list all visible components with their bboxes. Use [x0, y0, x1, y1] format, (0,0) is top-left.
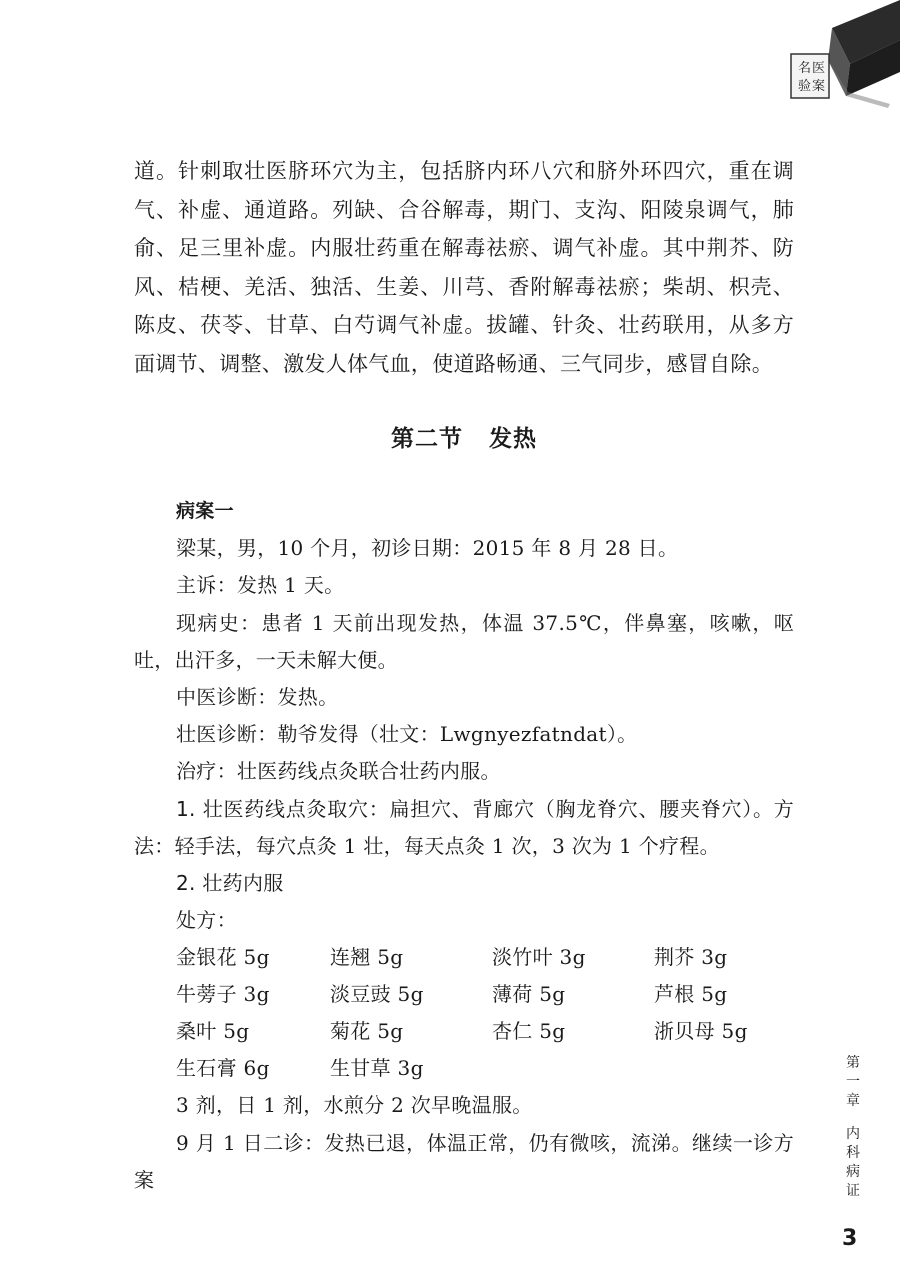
herb-item: 生石膏 6g	[176, 1056, 270, 1081]
page-number: 3	[842, 1226, 858, 1251]
prescription-label: 处方：	[176, 908, 237, 933]
treatment-item-2-label: 2. 壮药内服	[176, 871, 284, 896]
case-title-line	[134, 492, 794, 530]
herb-item: 菊花 5g	[330, 1019, 404, 1044]
side-tab-char: 证	[846, 1183, 860, 1199]
treatment-item-1-label: 1. 壮医药线点灸	[176, 796, 328, 821]
side-tab-char: 第	[846, 1055, 860, 1071]
svg-text:案: 案	[812, 79, 826, 94]
patient-info: 梁某，男，10 个月，初诊日期：2015 年 8 月 28 日。	[176, 536, 679, 561]
treatment-item-1	[134, 791, 794, 865]
treatment-summary: 治疗：壮医药线点灸联合壮药内服。	[176, 759, 501, 784]
herb-item: 生甘草 3g	[330, 1056, 424, 1081]
side-tab-char: 科	[846, 1145, 860, 1161]
herb-item: 牛蒡子 3g	[176, 982, 270, 1007]
intro-paragraph: 道。针刺取壮医脐环穴为主，包括脐内环八穴和脐外环四穴，重在调气、补虚、通道路。列缺、合谷解毒，期门、支沟、阳陵泉调气，肺俞、足三里补虚。内服壮药重在解毒祛瘀、调气补虚。其中荆芥、防风、桔梗、羌活、独活、生姜、川芎、香附解毒祛瘀；柴胡、枳壳、陈皮、茯苓、甘草、白芍调气补虚。拔罐、针灸、壮药联用，从多方面调节、调整、激发人体气血，使道路畅通、三气同步，感冒自除。	[134, 159, 794, 376]
herb-item: 芦根 5g	[654, 982, 728, 1007]
herb-item: 桑叶 5g	[176, 1019, 250, 1044]
side-tab-char: 内	[846, 1126, 860, 1142]
herb-item: 荆芥 3g	[654, 945, 728, 970]
dosage-instructions: 3 剂，日 1 剂，水煎分 2 次早晚温服。	[176, 1093, 533, 1118]
second-visit: 9 月 1 日二诊：发热已退，体温正常，仍有微咳，流涕。继续一诊方案	[134, 1130, 794, 1192]
seal-stamp-icon	[788, 0, 900, 108]
side-tab-char: 章	[846, 1093, 860, 1109]
treatment-item-1-text: 取穴：扁担穴、背廊穴（胸龙脊穴、腰夹脊穴）。方法：轻手法，每穴点灸 1 壮，每天点灸 1 次，3 次为 1 个疗程。	[134, 796, 795, 858]
svg-text:验: 验	[798, 79, 812, 94]
present-history: 现病史：患者 1 天前出现发热，体温 37.5℃，伴鼻塞，咳嗽，呕吐，出汗多，一天未解大便。	[134, 610, 794, 672]
herb-item: 连翘 5g	[330, 945, 404, 970]
herb-item: 浙贝母 5g	[654, 1019, 748, 1044]
herb-item: 淡竹叶 3g	[492, 945, 586, 970]
zhuang-diagnosis: 壮医诊断：勒爷发得（壮文：Lwgnyezfatndat）。	[176, 722, 638, 747]
herb-item: 杏仁 5g	[492, 1019, 566, 1044]
herb-list	[176, 939, 794, 1087]
intro-paragraph-block	[134, 152, 794, 384]
svg-text:名: 名	[798, 61, 812, 76]
section-heading	[134, 420, 794, 453]
tcm-diagnosis: 中医诊断：发热。	[176, 685, 339, 710]
section-number: 第二节	[391, 426, 463, 452]
side-tab-char: 病	[846, 1164, 860, 1180]
herb-item: 金银花 5g	[176, 945, 270, 970]
chapter-side-tab	[838, 1054, 868, 1201]
svg-text:医: 医	[812, 61, 826, 76]
section-title: 发热	[489, 426, 537, 452]
chief-complaint: 主诉：发热 1 天。	[176, 573, 345, 598]
herb-item: 淡豆豉 5g	[330, 982, 424, 1007]
case-record	[134, 492, 794, 1199]
case-title: 病案一	[176, 500, 234, 522]
side-tab-char: 一	[846, 1074, 860, 1090]
herb-item: 薄荷 5g	[492, 982, 566, 1007]
